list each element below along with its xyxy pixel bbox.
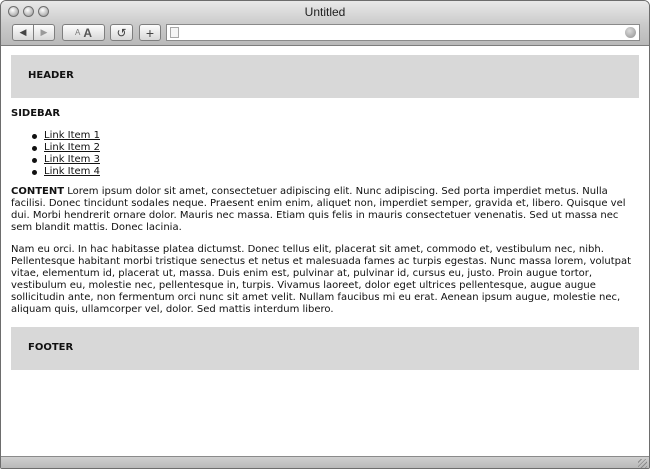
link-item-3[interactable]: Link Item 3	[44, 154, 100, 165]
sidebar-link-list	[44, 130, 100, 178]
list-item	[44, 154, 100, 166]
list-item	[44, 142, 100, 154]
back-button[interactable]	[12, 24, 34, 41]
page-icon	[170, 27, 179, 38]
page-header	[11, 55, 639, 98]
header-label: HEADER	[28, 70, 74, 81]
plus-icon: +	[145, 24, 155, 41]
resize-handle-icon[interactable]	[638, 459, 647, 468]
add-bookmark-button[interactable]	[139, 24, 161, 41]
text-size-button[interactable]	[62, 24, 105, 41]
address-bar[interactable]	[166, 24, 640, 41]
text-smaller-label[interactable]: A	[74, 28, 81, 37]
list-item	[44, 166, 100, 178]
status-bar	[1, 456, 649, 469]
page-footer	[11, 327, 639, 370]
link-item-2[interactable]: Link Item 2	[44, 142, 100, 153]
footer-label: FOOTER	[28, 342, 74, 353]
page-content	[1, 46, 649, 456]
window-toolbar	[1, 1, 649, 46]
reload-button[interactable]	[110, 24, 133, 41]
back-arrow-icon: ◀	[19, 27, 27, 37]
content-paragraph-1	[11, 186, 641, 234]
content-label: CONTENT	[11, 186, 65, 197]
link-item-4[interactable]: Link Item 4	[44, 166, 100, 177]
link-item-1[interactable]: Link Item 1	[44, 130, 100, 141]
forward-button[interactable]	[33, 24, 55, 41]
list-item	[44, 130, 100, 142]
forward-arrow-icon: ▶	[40, 27, 48, 37]
sidebar-heading: SIDEBAR	[11, 108, 61, 119]
text-bigger-label[interactable]: A	[83, 25, 92, 40]
window-title: Untitled	[304, 5, 346, 19]
content-paragraph-2: Nam eu orci. In hac habitasse platea dictumst. Donec tellus elit, placerat sit amet, commodo et, vestibulum nec, nibh. Pellentesque habitant morbi tristique senectus et netus et malesuada fames ac turpis egestas. Nunc massa lorem, volutpat vitae, elementum id, placerat ut, massa. Duis enim est, pulvinar at, pulvinar id, cursus eu, justo. Proin augue tortor, vestibulum eu, molestie nec, pellentesque in, turpis. Vivamus laoreet, dolor eget ultrices pellentesque, augue augue sollicitudin ante, non fermentum orci nunc sit amet velit. Nullam faucibus mi eu erat. Aenean ipsum augue, molestie nec, aliquam quis, ullamcorper vel, dolor. Sed mattis interdum libero.	[11, 244, 632, 315]
go-icon[interactable]	[625, 27, 636, 38]
paragraph-1-text: Lorem ipsum dolor sit amet, consectetuer adipiscing elit. Nunc adipiscing. Sed porta imperdiet metus. Nulla facilisi. Donec tincidunt sodales neque. Praesent enim enim, aliquet non, imperdiet semper, gravida et, libero. Quisque vel dui. Morbi hendrerit ornare dolor. Mauris nec massa. Etiam quis felis in mauris consectetuer venenatis. Sed ut massa nec sem blandit mattis. Donec lacinia.	[11, 186, 626, 233]
reload-icon: ↺	[116, 25, 127, 40]
